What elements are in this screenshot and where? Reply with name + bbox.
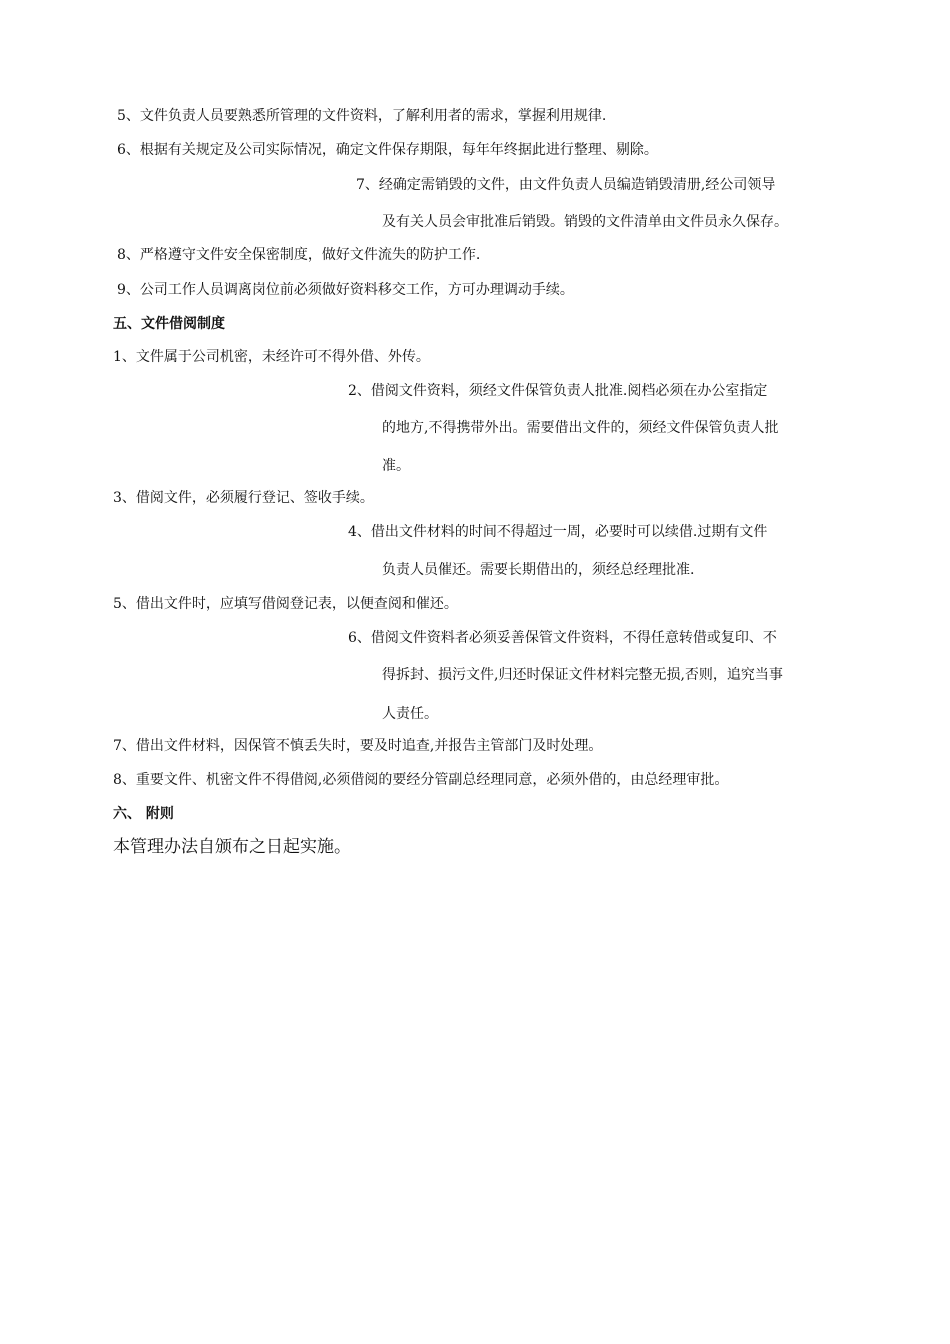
clause-5-1: 1、文件属于公司机密，未经许可不得外借、外传。: [113, 349, 430, 365]
clause-5-5: 5、借出文件时，应填写借阅登记表，以便查阅和催还。: [113, 596, 458, 612]
clause-5-4-line2: 负责人员催还。需要长期借出的，须经总经理批准.: [382, 562, 695, 578]
clause-4-8: 8、严格遵守文件安全保密制度，做好文件流失的防护工作.: [117, 247, 481, 263]
clause-5-8: 8、重要文件、机密文件不得借阅,必须借阅的要经分管副总经理同意，必须外借的，由总经理审批。: [113, 772, 729, 788]
clause-4-9: 9、公司工作人员调离岗位前必须做好资料移交工作，方可办理调动手续。: [117, 282, 574, 298]
clause-4-6: 6、根据有关规定及公司实际情况，确定文件保存期限，每年年终据此进行整理、剔除。: [117, 142, 658, 158]
clause-4-7-line1: 7、经确定需销毁的文件，由文件负责人员编造销毁清册,经公司领导: [356, 177, 776, 193]
clause-5-6-line3: 人责任。: [382, 706, 438, 722]
clause-5-2-line2: 的地方,不得携带外出。需要借出文件的，须经文件保管负责人批: [382, 420, 779, 436]
clause-4-5: 5、文件负责人员要熟悉所管理的文件资料，了解利用者的需求，掌握利用规律.: [117, 108, 607, 124]
section-6-heading: 六、 附则: [113, 806, 174, 822]
section-6-text: 本管理办法自颁布之日起实施。: [113, 837, 351, 857]
clause-5-6-line2: 得拆封、损污文件,归还时保证文件材料完整无损,否则，追究当事: [382, 667, 783, 683]
clause-5-4-line1: 4、借出文件材料的时间不得超过一周，必要时可以续借.过期有文件: [348, 524, 768, 540]
clause-5-2-line1: 2、借阅文件资料，须经文件保管负责人批准.阅档必须在办公室指定: [348, 383, 768, 399]
clause-5-3: 3、借阅文件，必须履行登记、签收手续。: [113, 490, 374, 506]
section-5-heading: 五、文件借阅制度: [113, 316, 225, 332]
clause-5-2-line3: 准。: [382, 458, 410, 474]
clause-4-7-line2: 及有关人员会审批准后销毁。销毁的文件清单由文件员永久保存。: [382, 214, 788, 230]
clause-5-6-line1: 6、借阅文件资料者必须妥善保管文件资料，不得任意转借或复印、不: [348, 630, 777, 646]
clause-5-7: 7、借出文件材料，因保管不慎丢失时，要及时追查,并报告主管部门及时处理。: [113, 738, 603, 754]
